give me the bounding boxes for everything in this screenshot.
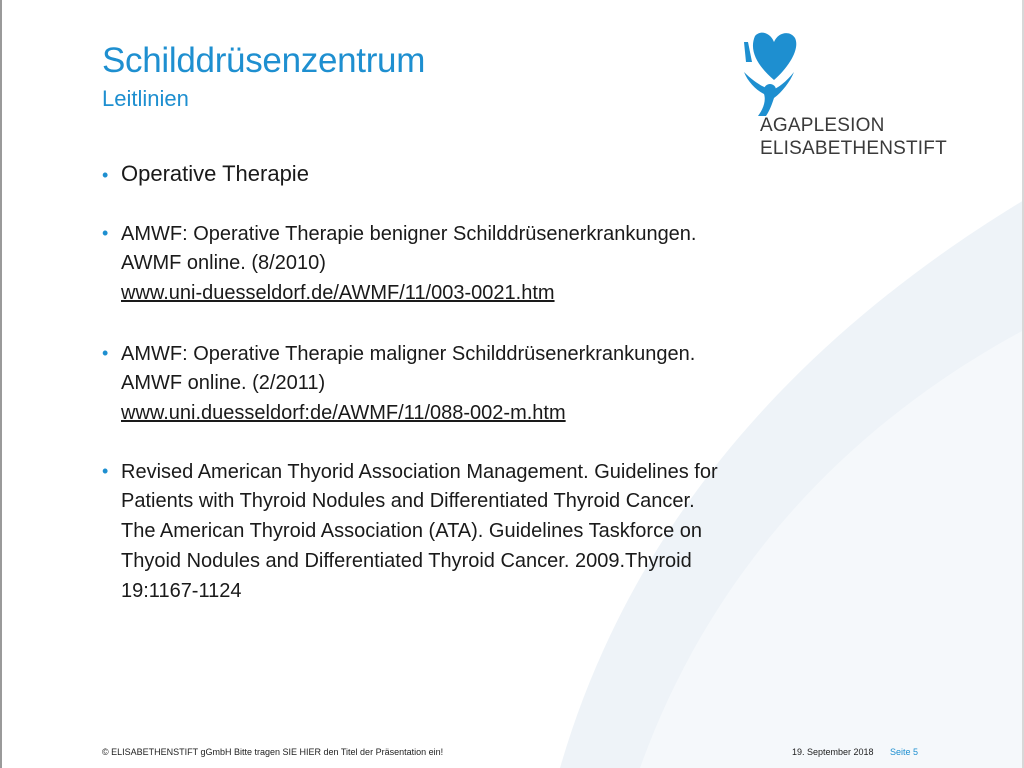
bullet-2-line-2: AWMF online. (8/2010) (121, 252, 326, 274)
footer-date: 19. September 2018 (792, 747, 874, 757)
bullet-3-link[interactable]: www.uni.duesseldorf:de/AWMF/11/088-002-m.htm (121, 402, 566, 424)
bullet-2-marker: • (102, 223, 109, 243)
left-edge-line (0, 0, 2, 768)
logo-line-2: ELISABETHENSTIFT (760, 138, 947, 159)
slide-title: Schilddrüsenzentrum (102, 41, 426, 80)
bullet-4-line-2: Patients with Thyroid Nodules and Differentiated Thyroid Cancer. (121, 490, 695, 512)
bullet-4-line-4: Thyoid Nodules and Differentiated Thyroid Cancer. 2009.Thyroid (121, 550, 692, 572)
bullet-1-line-1: Operative Therapie (121, 161, 309, 186)
bullet-4-marker: • (102, 461, 109, 481)
bullet-4-line-1: Revised American Thyorid Association Management. Guidelines for (121, 461, 718, 483)
bullet-2-line-1: AMWF: Operative Therapie benigner Schilddrüsenerkrankungen. (121, 223, 697, 245)
bullet-4-line-5: 19:1167-1124 (121, 580, 242, 602)
bullet-1-marker: • (102, 165, 109, 185)
bullet-3-marker: • (102, 343, 109, 363)
slide-subtitle: Leitlinien (102, 86, 189, 111)
bullet-3-line-1: AMWF: Operative Therapie maligner Schilddrüsenerkrankungen. (121, 343, 696, 365)
footer-page-number: Seite 5 (890, 747, 919, 757)
bullet-2-link[interactable]: www.uni-duesseldorf.de/AWMF/11/003-0021.htm (121, 282, 555, 304)
bullet-4-line-3: The American Thyroid Association (ATA). Guidelines Taskforce on (121, 520, 703, 542)
bullet-3-line-2: AMWF online. (2/2011) (121, 372, 326, 394)
logo-line-1: AGAPLESION (760, 115, 885, 136)
footer-copyright: © ELISABETHENSTIFT gGmbH Bitte tragen SIE HIER den Titel der Präsentation ein! (102, 747, 444, 757)
